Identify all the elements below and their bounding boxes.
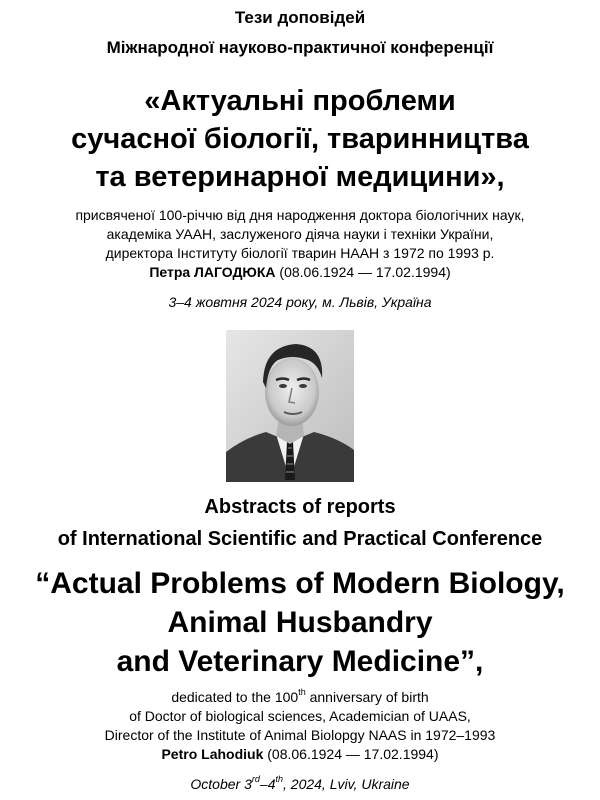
english-dedication: [0, 688, 600, 764]
ukrainian-dedication: [0, 206, 600, 282]
dedication-text-pre: dedicated to the 100: [171, 689, 299, 705]
ukrainian-dedication-line: директора Інституту біології тварин НААН з 1972 по 1993 р.: [105, 245, 495, 261]
english-header-line1: Abstracts of reports: [204, 496, 396, 518]
english-dedication-line: of Doctor of biological sciences, Academician of UAAS,: [129, 708, 471, 724]
date-text-pre: October 3: [190, 776, 252, 792]
ukrainian-dedication-line: академіка УААН, заслуженого діяча науки і техніки України,: [106, 226, 494, 242]
portrait-photo: [226, 330, 354, 482]
english-honoree-line: [0, 745, 600, 764]
dedication-ordinal-suffix: th: [298, 687, 306, 698]
english-conference-title: [0, 564, 600, 681]
english-title-line: Animal Husbandry: [167, 606, 433, 639]
english-honoree-dates: (08.06.1924 — 17.02.1994): [263, 746, 439, 762]
date-text-post: , 2024, Lviv, Ukraine: [283, 776, 410, 792]
ukrainian-honoree-name: Петра ЛАГОДЮКА: [149, 264, 276, 280]
english-event-date-place: [0, 774, 600, 794]
ukrainian-honoree-line: [0, 263, 600, 282]
ukrainian-event-date-place: 3–4 жовтня 2024 року, м. Львів, Україна: [168, 294, 432, 310]
ukrainian-dedication-line: присвяченої 100-річчю від дня народження доктора біологічних наук,: [75, 207, 525, 223]
ukrainian-honoree-dates: (08.06.1924 — 17.02.1994): [275, 264, 451, 280]
english-title-line: and Veterinary Medicine”,: [116, 645, 484, 678]
english-honoree-name: Petro Lahodiuk: [161, 746, 264, 762]
ukrainian-header-line1: Тези доповідей: [234, 8, 366, 27]
ukrainian-title-line: «Актуальні проблеми: [144, 85, 456, 117]
portrait-photo-icon: [226, 330, 354, 482]
ukrainian-title-line: та ветеринарної медицини»,: [95, 161, 505, 193]
ukrainian-conference-title: [0, 82, 600, 196]
date-ordinal-suffix: rd: [251, 774, 260, 785]
english-header-line2: of International Scientific and Practical Conference: [57, 528, 543, 550]
english-title-line: “Actual Problems of Modern Biology,: [35, 567, 565, 600]
date-text-mid: –4: [259, 776, 276, 792]
ukrainian-header-line2: Міжнародної науково-практичної конференції: [106, 38, 494, 57]
dedication-text-post: anniversary of birth: [305, 689, 429, 705]
ukrainian-title-line: сучасної біології, тваринництва: [71, 123, 529, 155]
english-dedication-line: [0, 688, 600, 707]
english-dedication-line: Director of the Institute of Animal Biolopgy NAAS in 1972–1993: [104, 727, 496, 743]
date-ordinal-suffix: th: [275, 774, 283, 785]
